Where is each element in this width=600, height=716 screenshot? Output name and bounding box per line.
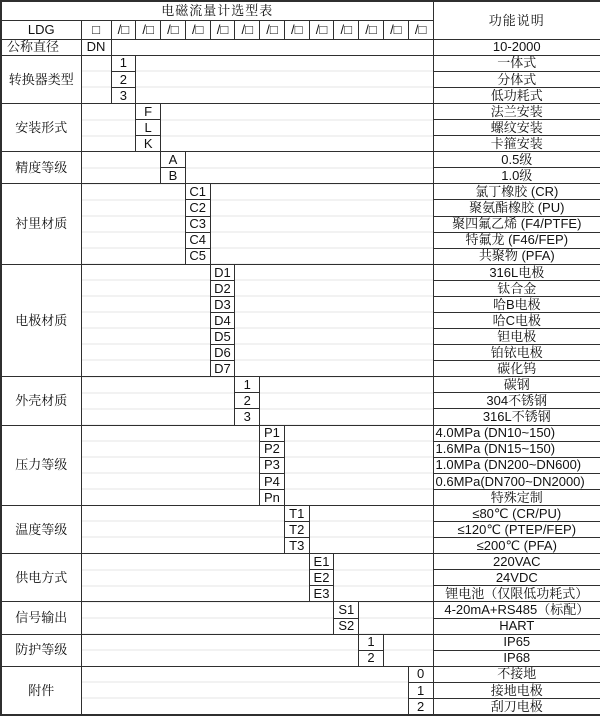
description-cell: ≤200℃ (PFA) (433, 538, 600, 554)
description-cell: 特氟龙 (F46/FEP) (433, 232, 600, 248)
code-cell: C4 (185, 232, 210, 248)
model-slot-cell: /□ (309, 20, 334, 39)
code-cell: S2 (334, 618, 359, 634)
void-cell (359, 602, 433, 634)
code-cell: 2 (111, 71, 136, 87)
code-cell: D3 (210, 296, 235, 312)
description-cell: 共聚物 (PFA) (433, 248, 600, 264)
category-label: 电极材质 (1, 264, 81, 377)
code-cell: A (161, 152, 186, 168)
description-cell: 不接地 (433, 666, 600, 682)
category-label: 供电方式 (1, 554, 81, 602)
description-cell: 4.0MPa (DN10~150) (433, 425, 600, 441)
description-cell: 0.5级 (433, 152, 600, 168)
category-label: 附件 (1, 666, 81, 715)
model-slot-cell: /□ (284, 20, 309, 39)
model-slot-cell: /□ (111, 20, 136, 39)
void-cell (81, 184, 185, 264)
void-cell (235, 264, 433, 377)
code-cell: T2 (284, 522, 309, 538)
code-cell: E1 (309, 554, 334, 570)
code-cell: P2 (260, 441, 285, 457)
description-cell: 钽电极 (433, 329, 600, 345)
description-cell: 一体式 (433, 55, 600, 71)
code-cell: L (136, 120, 161, 136)
description-cell: 1.0MPa (DN200~DN600) (433, 457, 600, 473)
code-cell: D5 (210, 329, 235, 345)
description-cell: 卡箍安装 (433, 136, 600, 152)
description-cell: 低功耗式 (433, 87, 600, 103)
code-cell: DN (81, 39, 111, 55)
model-slot-cell: /□ (359, 20, 384, 39)
description-cell: HART (433, 618, 600, 634)
description-cell: 哈C电极 (433, 313, 600, 329)
description-cell: 304不锈钢 (433, 393, 600, 409)
void-cell (161, 104, 434, 152)
code-cell: 3 (111, 87, 136, 103)
void-cell (81, 554, 309, 602)
description-cell: 分体式 (433, 71, 600, 87)
model-slot-cell: /□ (260, 20, 285, 39)
code-cell: C5 (185, 248, 210, 264)
description-cell: 哈B电极 (433, 296, 600, 312)
void-cell (81, 602, 334, 634)
description-cell: 1.0级 (433, 168, 600, 184)
void-cell (334, 554, 433, 602)
code-cell: F (136, 104, 161, 120)
code-cell: T3 (284, 538, 309, 554)
void-cell (185, 152, 433, 184)
code-cell: B (161, 168, 186, 184)
code-cell: 2 (359, 650, 384, 666)
void-cell (81, 152, 161, 184)
code-cell: S1 (334, 602, 359, 618)
description-cell: 0.6MPa(DN700~DN2000) (433, 473, 600, 489)
void-cell (210, 184, 433, 264)
category-label: 信号输出 (1, 602, 81, 634)
model-slot-cell: /□ (136, 20, 161, 39)
code-cell: C2 (185, 200, 210, 216)
void-cell (81, 264, 210, 377)
description-cell: ≤120℃ (PTEP/FEP) (433, 522, 600, 538)
model-slot-cell: /□ (161, 20, 186, 39)
code-cell: 0 (408, 666, 433, 682)
code-cell: C1 (185, 184, 210, 200)
code-cell: C3 (185, 216, 210, 232)
description-cell: 碳化钨 (433, 361, 600, 377)
description-cell: 24VDC (433, 570, 600, 586)
category-label: 压力等级 (1, 425, 81, 505)
code-cell: E3 (309, 586, 334, 602)
code-cell: 1 (408, 682, 433, 698)
model-digit-box: □ (81, 20, 111, 39)
model-slot-cell: /□ (210, 20, 235, 39)
void-cell (111, 39, 433, 55)
model-slot-cell: /□ (408, 20, 433, 39)
model-prefix-cell: LDG (1, 20, 81, 39)
description-cell: 刮刀电极 (433, 698, 600, 715)
code-cell: Pn (260, 489, 285, 505)
description-cell: 4-20mA+RS485（标配） (433, 602, 600, 618)
category-label: 精度等级 (1, 152, 81, 184)
description-cell: 钛合金 (433, 280, 600, 296)
description-cell: 法兰安装 (433, 104, 600, 120)
description-cell: 220VAC (433, 554, 600, 570)
code-cell: D7 (210, 361, 235, 377)
code-cell: 1 (359, 634, 384, 650)
description-cell: 螺纹安装 (433, 120, 600, 136)
description-cell: IP65 (433, 634, 600, 650)
description-cell: ≤80℃ (CR/PU) (433, 505, 600, 521)
code-cell: P3 (260, 457, 285, 473)
void-cell (309, 505, 433, 553)
void-cell (81, 104, 136, 152)
category-label: 安装形式 (1, 104, 81, 152)
description-cell: 氯丁橡胶 (CR) (433, 184, 600, 200)
description-cell: 10-2000 (433, 39, 600, 55)
code-cell: 3 (235, 409, 260, 425)
model-slot-cell: /□ (383, 20, 408, 39)
description-cell: 锂电池（仅限低功耗式） (433, 586, 600, 602)
void-cell (81, 425, 260, 505)
void-cell (81, 505, 284, 553)
code-cell: P4 (260, 473, 285, 489)
model-slot-cell: /□ (334, 20, 359, 39)
code-cell: D1 (210, 264, 235, 280)
description-cell: 1.6MPa (DN15~150) (433, 441, 600, 457)
description-cell: IP68 (433, 650, 600, 666)
description-cell: 碳钢 (433, 377, 600, 393)
category-label: 防护等级 (1, 634, 81, 666)
code-cell: 2 (235, 393, 260, 409)
code-cell: E2 (309, 570, 334, 586)
description-cell: 316L不锈钢 (433, 409, 600, 425)
code-cell: K (136, 136, 161, 152)
description-cell: 铂铱电极 (433, 345, 600, 361)
code-cell: 1 (111, 55, 136, 71)
category-label: 温度等级 (1, 505, 81, 553)
category-label: 外壳材质 (1, 377, 81, 425)
code-cell: D6 (210, 345, 235, 361)
category-label: 公称直径 (1, 39, 81, 55)
category-label: 衬里材质 (1, 184, 81, 264)
description-cell: 接地电极 (433, 682, 600, 698)
description-cell: 特殊定制 (433, 489, 600, 505)
void-cell (260, 377, 433, 425)
description-cell: 聚氨酯橡胶 (PU) (433, 200, 600, 216)
code-cell: T1 (284, 505, 309, 521)
description-cell: 聚四氟乙烯 (F4/PTFE) (433, 216, 600, 232)
void-cell (81, 377, 235, 425)
code-cell: 2 (408, 698, 433, 715)
void-cell (81, 634, 359, 666)
void-cell (81, 666, 408, 715)
description-cell: 316L电极 (433, 264, 600, 280)
function-column-header: 功能说明 (433, 1, 600, 39)
void-cell (136, 55, 433, 103)
code-cell: P1 (260, 425, 285, 441)
void-cell (81, 55, 111, 103)
code-cell: D2 (210, 280, 235, 296)
category-label: 转换器类型 (1, 55, 81, 103)
void-cell (284, 425, 433, 505)
code-cell: 1 (235, 377, 260, 393)
model-slot-cell: /□ (185, 20, 210, 39)
table-title: 电磁流量计选型表 (1, 1, 433, 20)
void-cell (383, 634, 433, 666)
model-slot-cell: /□ (235, 20, 260, 39)
code-cell: D4 (210, 313, 235, 329)
